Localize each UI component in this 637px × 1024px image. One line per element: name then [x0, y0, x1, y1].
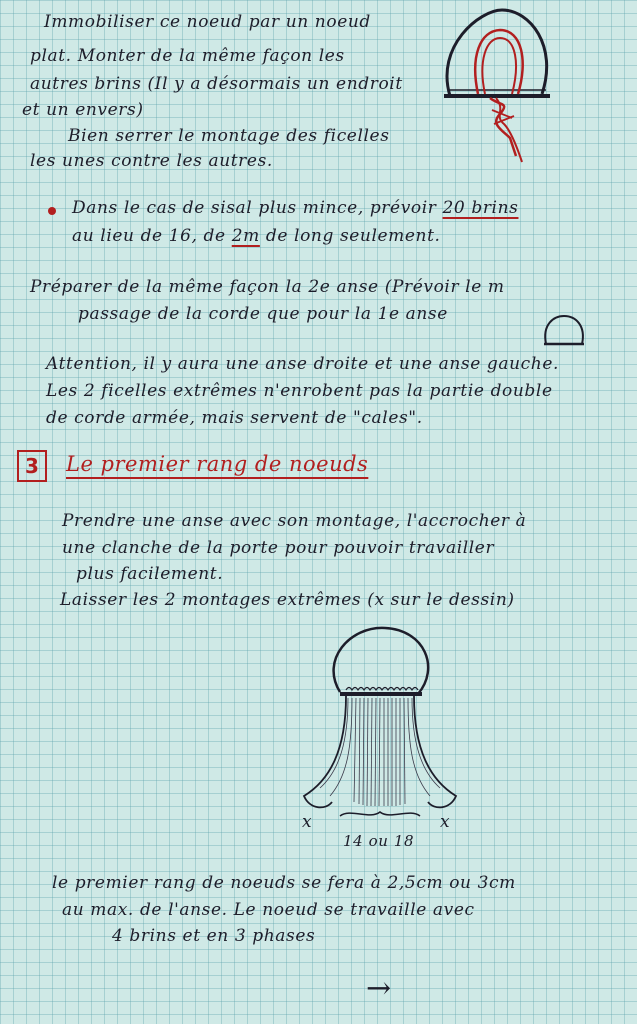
section3-line-2: une clanche de la porte pour pouvoir travailler	[62, 538, 495, 558]
para3-line-2: au max. de l'anse. Le noeud se travaille avec	[62, 900, 475, 920]
diagram-brace	[340, 812, 420, 816]
section3-line-1: Prendre une anse avec son montage, l'accrocher à	[62, 511, 527, 531]
diagram-mark-right: x	[440, 812, 451, 832]
attention-line-2: Les 2 ficelles extrêmes n'enrobent pas la partie double	[46, 381, 553, 401]
bullet-highlight-brins: 20 brins	[442, 198, 519, 218]
para2-line-1: Préparer de la même façon la 2e anse (Prévoir le m	[30, 277, 505, 297]
handle-knot-sketch	[430, 6, 560, 166]
section3-line-3: plus facilement.	[76, 564, 224, 584]
para2-line-2: passage de la corde que pour la 1e anse	[78, 304, 448, 324]
diagram-outline-left	[304, 696, 346, 807]
bullet-line-2-suffix: de long seulement.	[265, 226, 441, 246]
attention-line-1: Attention, il y aura une anse droite et une anse gauche.	[46, 354, 559, 374]
bullet-line-2	[72, 228, 441, 245]
macrame-diagram	[290, 620, 470, 830]
handle-arc	[447, 10, 547, 96]
next-page-arrow-icon: →	[366, 971, 392, 1006]
para1-line-2: plat. Monter de la même façon les	[30, 46, 345, 66]
section-number-box: 3	[17, 450, 47, 482]
red-knot	[490, 98, 516, 156]
section3-line-4: Laisser les 2 montages extrêmes (x sur le dessin)	[60, 590, 515, 610]
para1-line-4: et un envers)	[22, 100, 144, 120]
diagram-mark-left: x	[302, 812, 313, 832]
diagram-caption: 14 ou 18	[343, 832, 415, 850]
bullet-highlight-length: 2m	[231, 226, 260, 246]
small-handle-sketch	[540, 314, 590, 348]
para3-line-1: le premier rang de noeuds se fera à 2,5cm ou 3cm	[52, 873, 516, 893]
para1-line-6: les unes contre les autres.	[30, 151, 273, 171]
bullet-line-2-prefix: au lieu de 16, de	[72, 226, 226, 246]
bullet-line-1	[72, 200, 518, 217]
para3-line-3: 4 brins et en 3 phases	[112, 926, 316, 946]
para1-line-3: autres brins (Il y a désormais un endroit	[30, 74, 403, 94]
diagram-outline-right	[414, 696, 456, 807]
bullet-line-1-text: Dans le cas de sisal plus mince, prévoir	[72, 198, 437, 218]
bullet-dot	[48, 207, 56, 215]
para1-line-1: Immobiliser ce noeud par un noeud	[44, 12, 371, 32]
para1-line-5: Bien serrer le montage des ficelles	[68, 126, 390, 146]
attention-line-3: de corde armée, mais servent de "cales".	[46, 408, 423, 428]
section-title: Le premier rang de noeuds	[66, 452, 369, 476]
diagram-handle	[334, 628, 429, 694]
